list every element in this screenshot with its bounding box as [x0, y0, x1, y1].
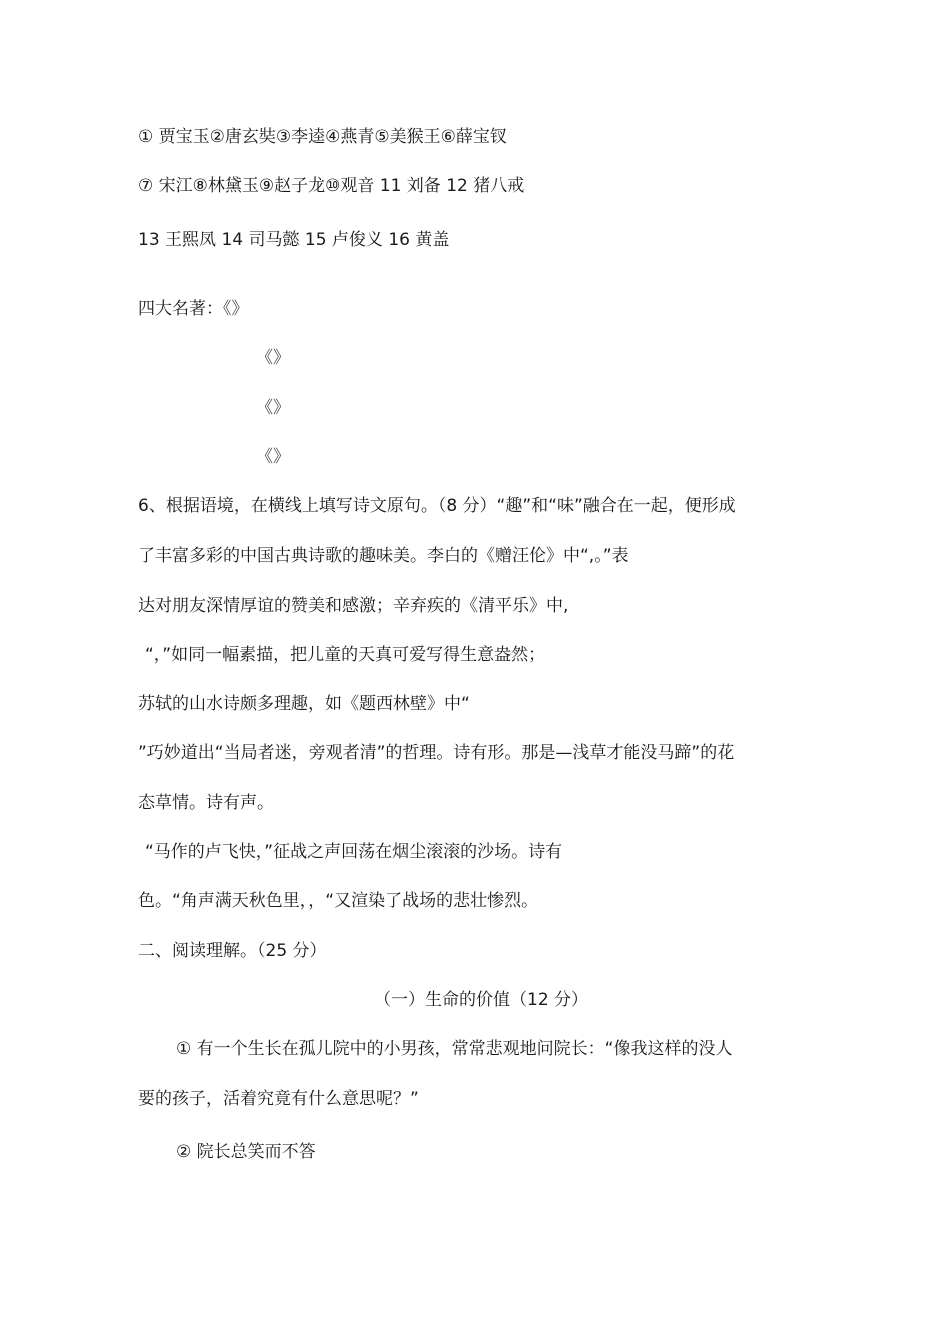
question6-line-2: 了丰富多彩的中国古典诗歌的趣味美。李白的《赠汪伦》中“,。”表	[138, 546, 629, 566]
characters-line-1: ① 贾宝玉②唐玄奘③李逵④燕青⑤美猴王⑥薛宝钗	[138, 127, 507, 147]
question6-line-6: ”巧妙道出“当局者迷，旁观者清”的哲理。诗有形。那是—浅草才能没马蹄”的花	[138, 743, 735, 763]
passage-title: （一）生命的价值（12 分）	[374, 990, 589, 1010]
question6-line-5: 苏轼的山水诗颇多理趣，如《题西林壁》中“	[138, 694, 470, 714]
classics-blank-1: 《》	[256, 348, 290, 368]
paragraph-1-line-2: 要的孩子，活着究竟有什么意思呢？”	[138, 1089, 419, 1109]
question6-line-3: 达对朋友深情厚谊的赞美和感激；辛弃疾的《清平乐》中,	[138, 596, 569, 616]
paragraph-1-line-1: ① 有一个生长在孤儿院中的小男孩，常常悲观地问院长：“像我这样的没人	[176, 1039, 733, 1059]
classics-blank-3: 《》	[256, 447, 290, 467]
section2-heading: 二、阅读理解。（25 分）	[138, 941, 327, 961]
question6-line-8: “马作的卢飞快，”征战之声回荡在烟尘滚滚的沙场。诗有	[145, 842, 563, 862]
question6-line-7: 态草情。诗有声。	[138, 793, 274, 813]
question6-line-4: “，”如同一幅素描，把儿童的天真可爱写得生意盎然；	[145, 645, 546, 665]
characters-line-3: 13 王熙凤 14 司马懿 15 卢俊义 16 黄盖	[138, 230, 450, 250]
paragraph-2: ② 院长总笑而不答	[176, 1142, 316, 1162]
characters-line-2: ⑦ 宋江⑧林黛玉⑨赵子龙⑩观音 11 刘备 12 猪八戒	[138, 176, 525, 196]
question6-line-1: 6、根据语境，在横线上填写诗文原句。（8 分）“趣”和“味”融合在一起，便形成	[138, 496, 736, 516]
classics-blank-2: 《》	[256, 398, 290, 418]
classics-label: 四大名著：《》	[138, 299, 249, 319]
question6-line-9: 色。“角声满天秋色里，，“又渲染了战场的悲壮惨烈。	[138, 891, 539, 911]
